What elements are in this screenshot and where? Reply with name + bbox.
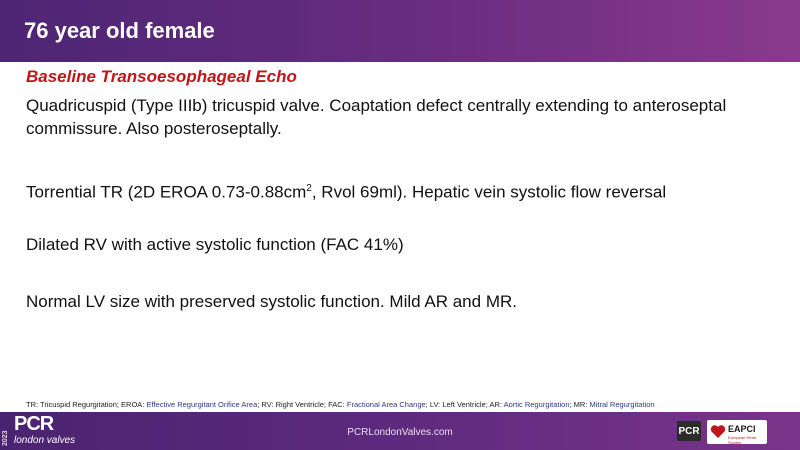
eapci-sublabel: European Heart Society (728, 435, 757, 445)
section-title: Baseline Transoesophageal Echo (26, 67, 297, 86)
year-label: 2023 (2, 430, 9, 446)
paragraph-lv: Normal LV size with preserved systolic function. Mild AR and MR. (26, 292, 517, 311)
footnote-term: Aortic Regurgitation (503, 400, 570, 409)
eapci-badge (707, 420, 767, 444)
footer-bar (0, 412, 800, 450)
footnote-term: Effective Regurgitant Orifice Area (146, 400, 258, 409)
pcr-logo: PCR (14, 413, 54, 435)
tr-text-end: , Rvol 69ml). Hepatic vein systolic flow reversal (311, 182, 667, 202)
superscript: 2 (306, 183, 312, 194)
paragraph-rv: Dilated RV with active systolic function (FAC 41%) (26, 235, 404, 254)
tr-text-start: Torrential TR (2D EROA 0.73-0.88cm (26, 182, 307, 202)
paragraph-valve: Quadricuspid (Type IIIb) tricuspid valve. Coaptation defect centrally extending to anteroseptal commissure. Also posteroseptally. (26, 96, 727, 138)
slide-title: 76 year old female (24, 18, 215, 43)
header-bar (0, 0, 800, 62)
footnote-abbr: TR: Tricuspid Regurgitation; (26, 400, 122, 409)
footnote-abbr: ; LV: Left Ventricle; AR: (425, 400, 504, 409)
footnote-term: Fractional Area Change (346, 400, 426, 409)
footnote-abbr: EROA: (121, 400, 147, 409)
pcr-badge: PCR (677, 421, 701, 441)
heart-icon (710, 424, 726, 439)
footnote-abbr: ; RV: Right Ventricle; FAC: (257, 400, 347, 409)
footnote-term: Mitral Regurgitation (589, 400, 655, 409)
footer-url: PCRLondonValves.com (347, 427, 453, 438)
abbreviations-footnote (26, 400, 655, 409)
eapci-label: EAPCI (728, 424, 756, 434)
paragraph-tr (26, 177, 786, 204)
footnote-abbr: ; MR: (569, 400, 590, 409)
pcr-logo-subtitle: london valves (14, 435, 76, 446)
